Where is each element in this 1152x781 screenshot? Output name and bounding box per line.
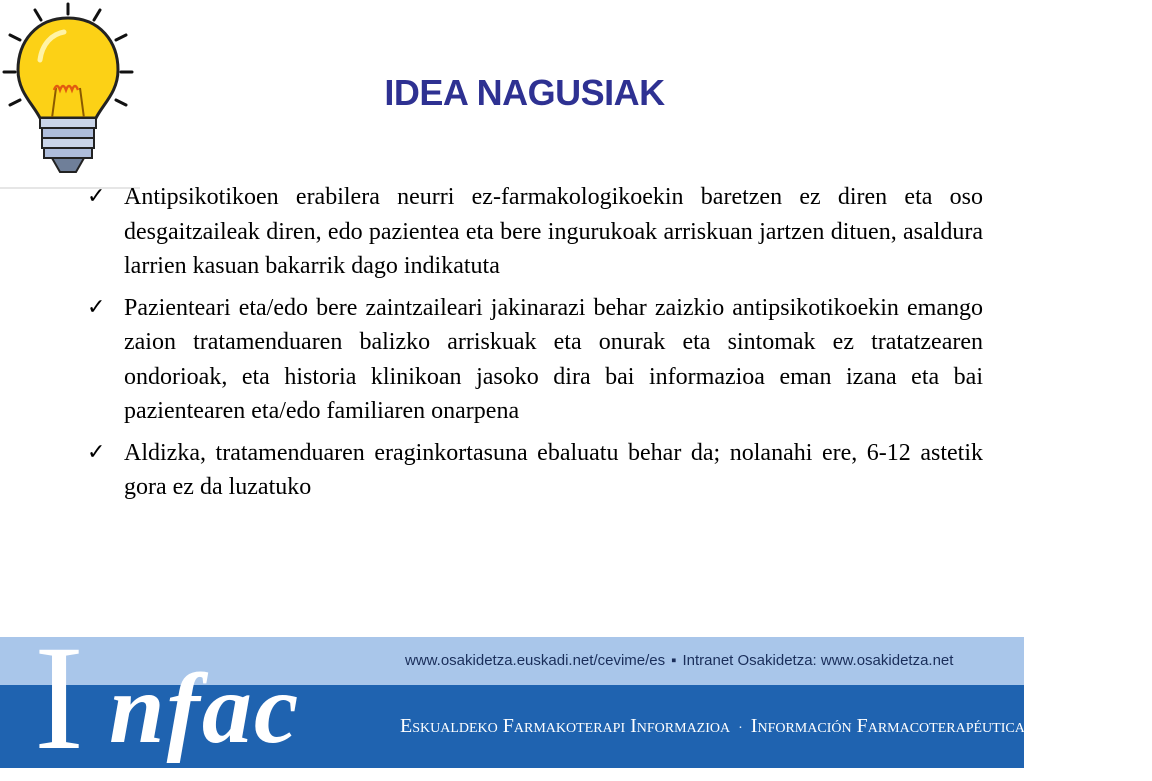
separator: ▪ xyxy=(671,652,677,669)
bullet-text: Antipsikotikoen erabilera neurri ez-farmakologikoekin baretzen ez diren eta oso desgaitzaileak diren, edo pazientea eta bere ingurukoak arriskuan jartzen dituen, asaldura larrien kasuan bakarrik dago indikatuta xyxy=(124,184,983,279)
footer-banner xyxy=(0,615,1152,781)
footer-links xyxy=(405,652,953,669)
checkmark-icon: ✓ xyxy=(87,184,106,209)
bullet-text: Aldizka, tratamenduaren eraginkortasuna ebaluatu behar da; nolanahi ere, 6-12 astetik gora ez da luzatuko xyxy=(124,439,983,500)
tagline-separator: · xyxy=(738,721,743,736)
footer-tagline xyxy=(400,715,1152,738)
bullet-text: Pazienteari eta/edo bere zaintzaileari jakinarazi behar zaizkio antipsikotikoekin emango zaion tratamenduaren balizko arriskuak eta onurak eta sintomak ez tratatzearen ondorioak, eta historia klinikoan jasoko dira bai informazioa eman izana eta bai pazientearen eta/edo familiaren onarpena xyxy=(124,294,983,424)
checkmark-icon: ✓ xyxy=(87,294,106,320)
tagline-spanish: Información Farmacoterapéutica de la Comarca xyxy=(750,715,1152,737)
logo-initial: I xyxy=(34,615,84,781)
logo-rest: nfac xyxy=(109,653,301,764)
link-cevime[interactable]: www.osakidetza.euskadi.net/cevime/es xyxy=(405,652,666,669)
link-intranet[interactable]: Intranet Osakidetza: www.osakidetza.net xyxy=(682,652,954,669)
infac-logo xyxy=(34,615,334,781)
slide-title: IDEA NAGUSIAK xyxy=(384,72,665,114)
bullet-list xyxy=(87,180,983,512)
list-item xyxy=(87,436,983,505)
checkmark-icon: ✓ xyxy=(87,439,106,465)
tagline-basque: Eskualdeko Farmakoterapi Informazioa xyxy=(400,715,731,737)
list-item xyxy=(87,291,983,429)
list-item xyxy=(87,180,983,284)
